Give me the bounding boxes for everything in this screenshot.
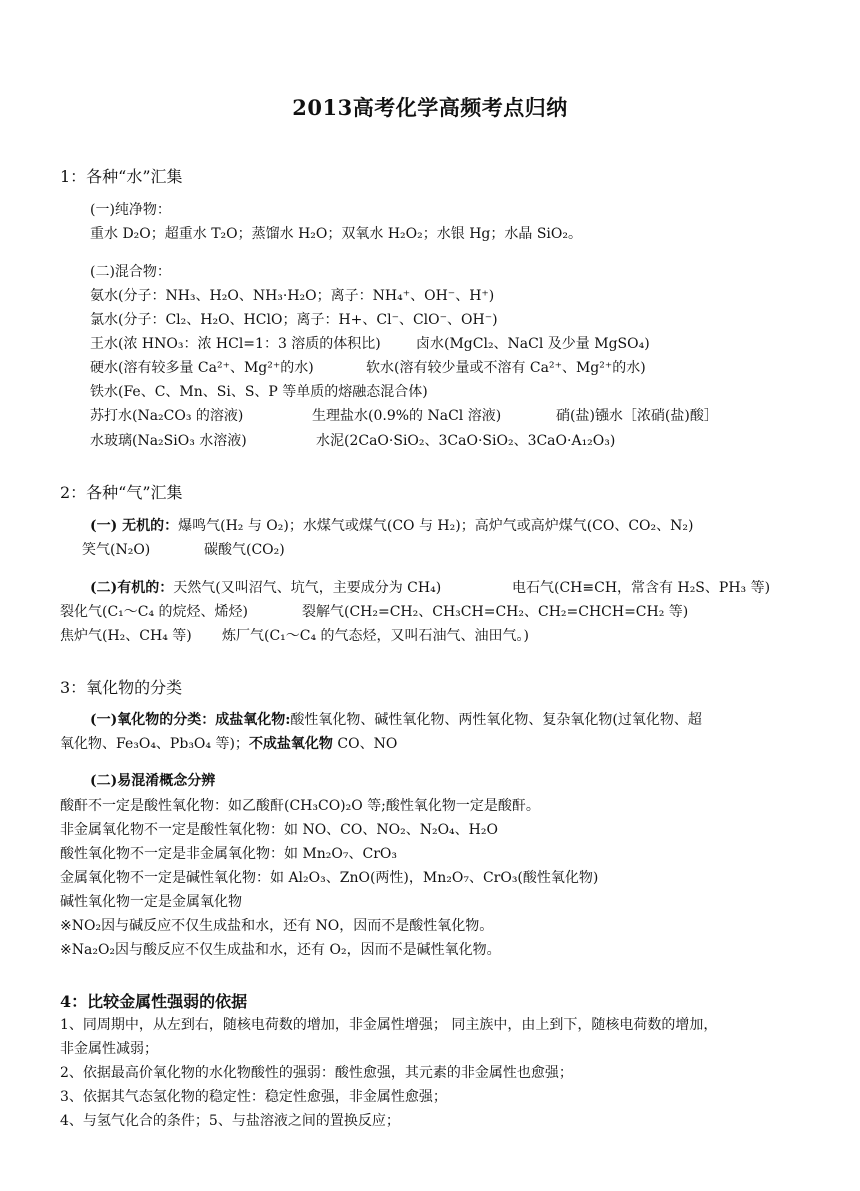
concept-line-2: 非金属氧化物不一定是酸性氧化物：如 NO、CO、NO₂、N₂O₄、H₂O — [60, 822, 498, 838]
concept-line-4: 金属氧化物不一定是碱性氧化物：如 Al₂O₃、ZnO(两性)，Mn₂O₇、CrO₃(酸性氧化物) — [60, 870, 599, 886]
rule-4: 4、与氢气化合的条件；5、与盐溶液之间的置换反应； — [60, 1113, 400, 1129]
section-heading-gas: 2：各种“气”汇集 — [60, 483, 183, 502]
organic-label: (二)有机的： — [90, 580, 174, 596]
brine: 卤水(MgCl₂、NaCl 及少量 MgSO₄) — [416, 336, 650, 352]
saline: 生理盐水(0.9%的 NaCl 溶液) — [312, 408, 502, 424]
concept-line-6: ※NO₂因与碱反应不仅生成盐和水，还有 NO，因而不是酸性氧化物。 — [60, 918, 494, 934]
confusing-concepts-label: (二)易混淆概念分辨 — [90, 773, 216, 789]
acetylene-gas: 电石气(CH≡CH，常含有 H₂S、PH₃ 等) — [512, 580, 771, 596]
cement: 水泥(2CaO·SiO₂、3CaO·SiO₂、3CaO·A₁₂O₃) — [316, 433, 616, 449]
concept-line-3: 酸性氧化物不一定是非金属氧化物：如 Mn₂O₇、CrO₃ — [60, 846, 397, 862]
laughing-gas: 笑气(N₂O) — [82, 542, 151, 558]
inorganic-label: (一) 无机的： — [90, 518, 179, 534]
pure-text: 重水 D₂O；超重水 T₂O；蒸馏水 H₂O；双氧水 H₂O₂；水银 Hg；水晶 SiO₂。 — [90, 226, 582, 242]
pyrolysis-gas: 裂解气(CH₂=CH₂、CH₃CH=CH₂、CH₂=CHCH=CH₂ 等) — [302, 604, 689, 620]
coke-oven-gas: 焦炉气(H₂、CH₄ 等) — [60, 628, 192, 644]
iron-water: 铁水(Fe、C、Mn、Si、S、P 等单质的熔融态混合体) — [90, 384, 428, 400]
section-heading-nonmetal: 4：比较金属性强弱的依据 — [60, 992, 248, 1011]
salt-forming-label: 成盐氧化物: — [215, 712, 291, 728]
refinery-gas: 炼厂气(C₁～C₄ 的气态烃，又叫石油气、油田气。) — [222, 628, 530, 644]
concept-line-7: ※Na₂O₂因与酸反应不仅生成盐和水，还有 O₂，因而不是碱性氧化物。 — [60, 942, 501, 958]
non-salt-examples: CO、NO — [332, 736, 398, 752]
soda-water: 苏打水(Na₂CO₃ 的溶液) — [90, 408, 244, 424]
mix-label: (二)混合物： — [90, 264, 171, 280]
oxide-class-text-2: 氧化物、Fe₃O₄、Pb₃O₄ 等)； — [60, 736, 249, 752]
chlorine-water: 氯水(分子：Cl₂、H₂O、HClO；离子：H+、Cl⁻、ClO⁻、OH⁻) — [90, 312, 498, 328]
section-heading-oxides: 3：氧化物的分类 — [60, 678, 183, 697]
oxide-class-text-1: 酸性氧化物、碱性氧化物、两性氧化物、复杂氧化物(过氧化物、超 — [290, 712, 702, 728]
rule-2: 2、依据最高价氧化物的水化物酸性的强弱：酸性愈强，其元素的非金属性也愈强； — [60, 1065, 573, 1081]
cracking-gas: 裂化气(C₁～C₄ 的烷烃、烯烃) — [60, 604, 249, 620]
aqua-regia: 王水(浓 HNO₃：浓 HCl=1：3 溶质的体积比) — [90, 336, 381, 352]
inorganic-text: 爆鸣气(H₂ 与 O₂)；水煤气或煤气(CO 与 H₂)；高炉气或高炉煤气(CO、CO₂、N₂) — [178, 518, 694, 534]
non-salt-forming-label: 不成盐氧化物 — [248, 736, 333, 752]
water-glass: 水玻璃(Na₂SiO₃ 水溶液) — [90, 433, 247, 449]
rule-3: 3、依据其气态氢化物的稳定性：稳定性愈强，非金属性愈强； — [60, 1089, 447, 1105]
rule-1b: 非金属性减弱； — [60, 1041, 158, 1057]
organic-natural-gas: 天然气(又叫沼气、坑气，主要成分为 CH₄) — [173, 580, 442, 596]
nitric-water: 硝(盐)镪水［浓硝(盐)酸］ — [556, 408, 718, 424]
carbonic-gas: 碳酸气(CO₂) — [204, 542, 285, 558]
pure-label: (一)纯净物： — [90, 202, 171, 218]
section-heading-water: 1：各种“水”汇集 — [60, 167, 183, 186]
document-title: 2013高考化学高频考点归纳 — [292, 95, 568, 120]
ammonia-water: 氨水(分子：NH₃、H₂O、NH₃·H₂O；离子：NH₄⁺、OH⁻、H⁺) — [90, 288, 495, 304]
oxide-class-label: (一)氧化物的分类： — [90, 712, 216, 728]
hard-water: 硬水(溶有较多量 Ca²⁺、Mg²⁺的水) — [90, 360, 314, 376]
soft-water: 软水(溶有较少量或不溶有 Ca²⁺、Mg²⁺的水) — [366, 360, 646, 376]
concept-line-1: 酸酐不一定是酸性氧化物：如乙酸酐(CH₃CO)₂O 等;酸性氧化物一定是酸酐。 — [60, 798, 540, 814]
rule-1a: 1、同周期中，从左到右，随核电荷数的增加，非金属性增强； 同主族中，由上到下，随核电荷数的增加， — [60, 1017, 718, 1033]
concept-line-5: 碱性氧化物一定是金属氧化物 — [60, 894, 242, 910]
